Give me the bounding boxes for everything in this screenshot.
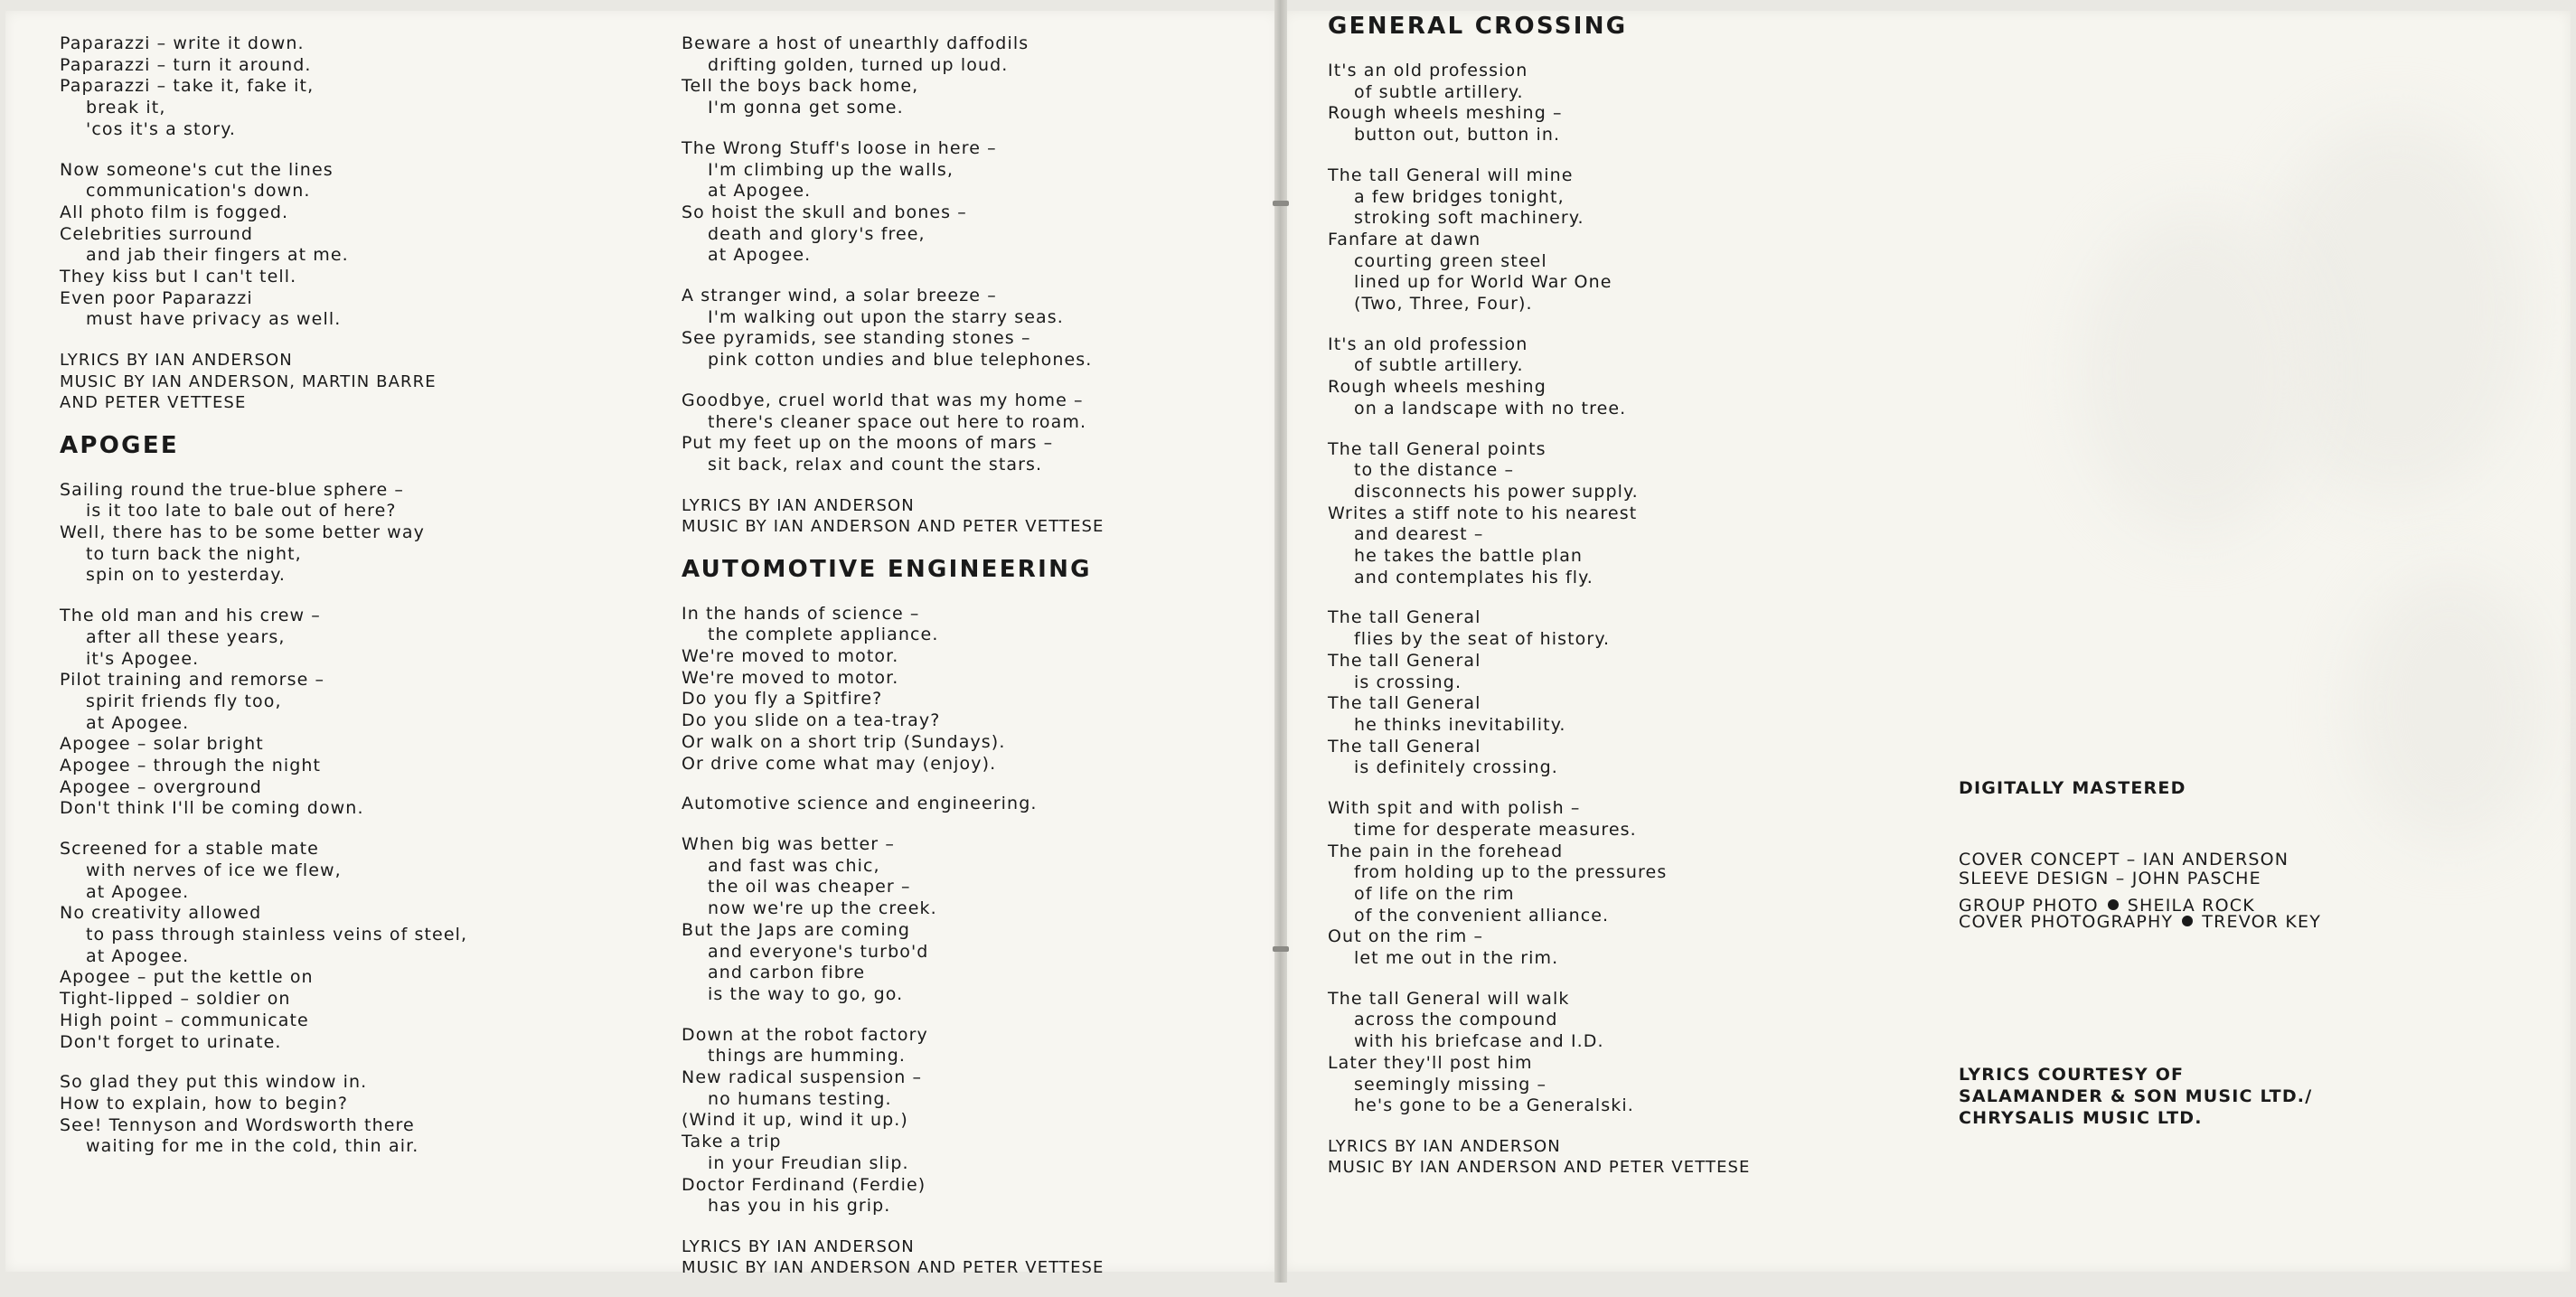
lyric-line: Put my feet up on the moons of mars – xyxy=(682,433,1054,454)
lyric-line: The tall General xyxy=(1328,607,1481,628)
lyric-line: High point – communicate xyxy=(60,1010,309,1030)
lyric-line: at Apogee. xyxy=(86,881,190,902)
lyric-line: We're moved to motor. xyxy=(682,667,899,688)
lyric-stanza xyxy=(1328,61,1751,146)
lyric-line: sit back, relax and count the stars. xyxy=(708,454,1043,475)
lyric-line: and fast was chic, xyxy=(708,855,880,876)
lyric-line: in your Freudian slip. xyxy=(708,1152,909,1173)
lyric-line: flies by the seat of history. xyxy=(1354,629,1611,650)
lyric-line: So hoist the skull and bones – xyxy=(682,202,967,222)
lyric-line: there's cleaner space out here to roam. xyxy=(708,411,1087,432)
lyric-line: The old man and his crew – xyxy=(60,606,321,626)
lyric-line: is the way to go, go. xyxy=(708,983,904,1004)
song-credits xyxy=(60,350,467,414)
lyric-line: Paparazzi – turn it around. xyxy=(60,54,312,75)
lyric-stanza xyxy=(60,839,467,1053)
lyric-line: (Two, Three, Four). xyxy=(1354,294,1533,315)
lyric-line: at Apogee. xyxy=(708,245,812,266)
lyric-line: after all these years, xyxy=(86,626,286,647)
lyric-line: Paparazzi – write it down. xyxy=(60,33,305,53)
lyric-line: Writes a stiff note to his nearest xyxy=(1328,503,1638,523)
lyric-line: from holding up to the pressures xyxy=(1354,862,1668,883)
lyric-line: I'm climbing up the walls, xyxy=(708,159,954,180)
lyric-line: Do you slide on a tea-tray? xyxy=(682,710,941,731)
lyric-line: Apogee – solar bright xyxy=(60,734,264,755)
lyric-line: he thinks inevitability. xyxy=(1354,714,1566,735)
credit-line: LYRICS BY IAN ANDERSON xyxy=(60,351,293,371)
lyric-line: with nerves of ice we flew, xyxy=(86,860,342,880)
lyric-line: and jab their fingers at me. xyxy=(86,245,349,266)
lyric-line: The pain in the forehead xyxy=(1328,841,1564,861)
lyric-line: Or drive come what may (enjoy). xyxy=(682,753,997,774)
lyric-line: (Wind it up, wind it up.) xyxy=(682,1110,908,1131)
lyric-line: the complete appliance. xyxy=(708,625,939,645)
lyric-line: It's an old profession xyxy=(1328,334,1528,354)
lyric-line: New radical suspension – xyxy=(682,1067,923,1088)
lyric-line: Well, there has to be some better way xyxy=(60,522,425,543)
lyric-line: Doctor Ferdinand (Ferdie) xyxy=(682,1174,926,1195)
lyric-line: Don't think I'll be coming down. xyxy=(60,798,364,819)
lyric-line: the oil was cheaper – xyxy=(708,877,911,898)
lyric-stanza xyxy=(682,33,1105,119)
faint-photo-shadow xyxy=(2350,571,2549,842)
lyrics-courtesy-line-2: SALAMANDER & SON MUSIC LTD./ xyxy=(1959,1086,2313,1106)
credit-line: LYRICS BY IAN ANDERSON xyxy=(1328,1136,1561,1156)
lyric-line: is crossing. xyxy=(1354,672,1462,692)
lyric-line: of subtle artillery. xyxy=(1354,81,1524,102)
lyric-line: on a landscape with no tree. xyxy=(1354,398,1627,418)
lyric-line: Don't forget to urinate. xyxy=(60,1031,282,1052)
cover-concept-credit: COVER CONCEPT – IAN ANDERSON xyxy=(1959,850,2289,869)
lyrics-courtesy-line-1: LYRICS COURTESY OF xyxy=(1959,1065,2185,1085)
lyric-stanza xyxy=(682,138,1105,267)
lyric-line: waiting for me in the cold, thin air. xyxy=(86,1136,419,1157)
lyric-line: Tell the boys back home, xyxy=(682,76,919,97)
lyric-stanza xyxy=(60,1072,467,1158)
staple xyxy=(1273,946,1289,952)
lyric-line: and everyone's turbo'd xyxy=(708,941,929,962)
lyric-line: The Wrong Stuff's loose in here – xyxy=(682,137,997,158)
lyric-line: The tall General will mine xyxy=(1328,164,1574,185)
lyric-line: Down at the robot factory xyxy=(682,1024,928,1045)
lyric-line: disconnects his power supply. xyxy=(1354,481,1639,502)
lyric-line: Later they'll post him xyxy=(1328,1052,1533,1073)
lyric-line: I'm gonna get some. xyxy=(708,98,904,118)
lyric-line: Apogee – overground xyxy=(60,776,262,797)
lyric-line: must have privacy as well. xyxy=(86,309,342,330)
lyric-line: to pass through stainless veins of steel, xyxy=(86,925,468,945)
lyric-line: death and glory's free, xyxy=(708,223,926,244)
lyric-line: Now someone's cut the lines xyxy=(60,159,334,180)
lyric-line: Do you fly a Spitfire? xyxy=(682,689,883,710)
credit-line: LYRICS BY IAN ANDERSON xyxy=(682,495,915,515)
lyrics-column-1 xyxy=(60,33,467,1177)
lyric-line: Goodbye, cruel world that was my home – xyxy=(682,390,1084,410)
lyric-stanza xyxy=(60,33,467,141)
lyric-line: spin on to yesterday. xyxy=(86,565,286,586)
lyric-line: Rough wheels meshing – xyxy=(1328,103,1563,124)
lyric-line: Apogee – put the kettle on xyxy=(60,967,314,988)
lyric-line: Beware a host of unearthly daffodils xyxy=(682,33,1029,53)
lyric-line: things are humming. xyxy=(708,1046,906,1067)
lyric-line: Take a trip xyxy=(682,1132,782,1152)
cover-photography-label: COVER PHOTOGRAPHY xyxy=(1959,912,2174,932)
lyric-line: he's gone to be a Generalski. xyxy=(1354,1095,1634,1116)
credit-line: AND PETER VETTESE xyxy=(60,393,247,413)
lyric-line: Even poor Paparazzi xyxy=(60,287,253,308)
lyric-line: now we're up the creek. xyxy=(708,898,937,919)
song-title: GENERAL CROSSING xyxy=(1328,13,1628,40)
lyric-line: Sailing round the true-blue sphere – xyxy=(60,479,404,500)
lyric-line: Fanfare at dawn xyxy=(1328,229,1481,249)
lyric-stanza xyxy=(1328,989,1751,1117)
lyric-line: But the Japs are coming xyxy=(682,919,911,940)
lyric-stanza xyxy=(682,794,1105,815)
lyric-line: So glad they put this window in. xyxy=(60,1072,368,1093)
group-photo-label: GROUP PHOTO xyxy=(1959,896,2099,916)
lyric-line: at Apogee. xyxy=(86,945,190,966)
lyric-line: How to explain, how to begin? xyxy=(60,1093,349,1114)
lyric-line: See pyramids, see standing stones – xyxy=(682,328,1031,349)
staple xyxy=(1273,201,1289,206)
digitally-mastered: DIGITALLY MASTERED xyxy=(1959,778,2186,798)
lyric-stanza xyxy=(1328,165,1751,315)
lyric-line: seemingly missing – xyxy=(1354,1074,1547,1095)
song-credits xyxy=(1328,1136,1751,1179)
lyric-line: Apogee – through the night xyxy=(60,756,322,776)
lyric-line: time for desperate measures. xyxy=(1354,819,1637,840)
lyric-line: No creativity allowed xyxy=(60,903,262,924)
lyric-stanza xyxy=(682,286,1105,371)
lyric-line: button out, button in. xyxy=(1354,125,1561,146)
faint-photo-shadow xyxy=(2079,210,2314,535)
song-credits xyxy=(682,1236,1105,1279)
lyric-line: When big was better – xyxy=(682,833,895,854)
lyric-line: All photo film is fogged. xyxy=(60,202,289,222)
lyric-line: and carbon fibre xyxy=(708,963,866,983)
lyric-line: Out on the rim – xyxy=(1328,926,1484,947)
song-title: AUTOMOTIVE ENGINEERING xyxy=(682,555,1092,583)
lyric-line: The tall General will walk xyxy=(1328,988,1570,1009)
lyric-line: stroking soft machinery. xyxy=(1354,208,1584,229)
credit-line: MUSIC BY IAN ANDERSON AND PETER VETTESE xyxy=(1328,1158,1751,1178)
lyric-line: break it, xyxy=(86,98,166,118)
lyric-line: across the compound xyxy=(1354,1010,1558,1030)
lyric-line: Rough wheels meshing xyxy=(1328,377,1547,398)
lyric-stanza xyxy=(682,834,1105,1006)
lyric-stanza xyxy=(1328,798,1751,970)
lyric-line: I'm walking out upon the starry seas. xyxy=(708,306,1064,327)
lyric-line: Pilot training and remorse – xyxy=(60,670,325,691)
lyric-stanza xyxy=(682,390,1105,476)
lyric-line: of life on the rim xyxy=(1354,883,1515,904)
song-title: APOGEE xyxy=(60,431,179,459)
song-credits xyxy=(682,495,1105,538)
lyric-line: Celebrities surround xyxy=(60,223,254,244)
lyric-line: is it too late to bale out of here? xyxy=(86,501,397,522)
booklet-spine xyxy=(1274,0,1287,1283)
credit-line: MUSIC BY IAN ANDERSON AND PETER VETTESE xyxy=(682,517,1105,537)
lyric-stanza xyxy=(1328,334,1751,420)
cover-photography-credit xyxy=(1959,914,2321,930)
bullet-icon xyxy=(2182,916,2193,926)
lyric-line: The tall General points xyxy=(1328,438,1547,459)
lyric-line: he takes the battle plan xyxy=(1354,546,1584,567)
lyric-line: has you in his grip. xyxy=(708,1196,891,1217)
lyric-line: to the distance – xyxy=(1354,460,1515,481)
cover-photography-name: TREVOR KEY xyxy=(2202,912,2322,932)
lyric-stanza xyxy=(1328,607,1751,779)
credit-line: LYRICS BY IAN ANDERSON xyxy=(682,1236,915,1256)
lyric-line: communication's down. xyxy=(86,181,311,202)
lyric-line: courting green steel xyxy=(1354,250,1547,271)
lyric-stanza xyxy=(1328,439,1751,589)
lyric-stanza xyxy=(60,160,467,332)
lyric-line: it's Apogee. xyxy=(86,648,200,669)
lyric-line: pink cotton undies and blue telephones. xyxy=(708,350,1093,371)
lyric-line: A stranger wind, a solar breeze – xyxy=(682,286,997,306)
bullet-icon xyxy=(2108,899,2119,910)
lyric-line: is definitely crossing. xyxy=(1354,757,1558,778)
lyrics-column-2 xyxy=(682,33,1105,1297)
lyric-line: See! Tennyson and Wordsworth there xyxy=(60,1114,415,1135)
lyric-line: 'cos it's a story. xyxy=(86,118,236,139)
lyric-line: The tall General xyxy=(1328,693,1481,714)
lyric-stanza xyxy=(60,606,467,820)
lyric-line: They kiss but I can't tell. xyxy=(60,267,297,287)
lyric-line: Tight-lipped – soldier on xyxy=(60,989,291,1010)
credit-line: MUSIC BY IAN ANDERSON AND PETER VETTESE xyxy=(682,1258,1105,1278)
lyric-line: It's an old profession xyxy=(1328,61,1528,80)
lyric-line: and dearest – xyxy=(1354,524,1484,545)
credit-line: MUSIC BY IAN ANDERSON, MARTIN BARRE xyxy=(60,371,437,391)
lyric-line: with his briefcase and I.D. xyxy=(1354,1031,1604,1052)
lyric-line: spirit friends fly too, xyxy=(86,691,282,711)
lyric-line: no humans testing. xyxy=(708,1088,892,1109)
lyric-stanza xyxy=(682,604,1105,775)
lyric-line: and contemplates his fly. xyxy=(1354,567,1594,587)
lyrics-column-3 xyxy=(1328,13,1751,1197)
lyric-line: With spit and with polish – xyxy=(1328,798,1581,819)
lyric-line: of the convenient alliance. xyxy=(1354,905,1610,926)
lyric-line: The tall General xyxy=(1328,736,1481,757)
lyric-line: Paparazzi – take it, fake it, xyxy=(60,76,315,97)
lyric-line: of subtle artillery. xyxy=(1354,355,1524,376)
lyric-line: We're moved to motor. xyxy=(682,646,899,667)
lyric-line: Screened for a stable mate xyxy=(60,839,319,860)
lyric-stanza xyxy=(682,1025,1105,1217)
lyric-line: lined up for World War One xyxy=(1354,272,1612,293)
lyric-line: at Apogee. xyxy=(708,181,812,202)
lyric-line: a few bridges tonight, xyxy=(1354,186,1565,207)
lyric-line: at Apogee. xyxy=(86,712,190,733)
sleeve-design-credit: SLEEVE DESIGN – JOHN PASCHE xyxy=(1959,869,2261,888)
lyric-line: Automotive science and engineering. xyxy=(682,794,1038,814)
lyric-stanza xyxy=(60,480,467,587)
credits-sidebar xyxy=(1959,779,2321,1129)
lyric-line: Or walk on a short trip (Sundays). xyxy=(682,731,1006,752)
group-photo-name: SHEILA ROCK xyxy=(2127,896,2255,916)
lyric-line: drifting golden, turned up loud. xyxy=(708,54,1009,75)
lyric-line: let me out in the rim. xyxy=(1354,948,1559,969)
lyric-line: In the hands of science – xyxy=(682,603,920,624)
lyric-line: to turn back the night, xyxy=(86,543,302,564)
lyric-line: The tall General xyxy=(1328,650,1481,671)
lyrics-courtesy-line-3: CHRYSALIS MUSIC LTD. xyxy=(1959,1108,2203,1128)
